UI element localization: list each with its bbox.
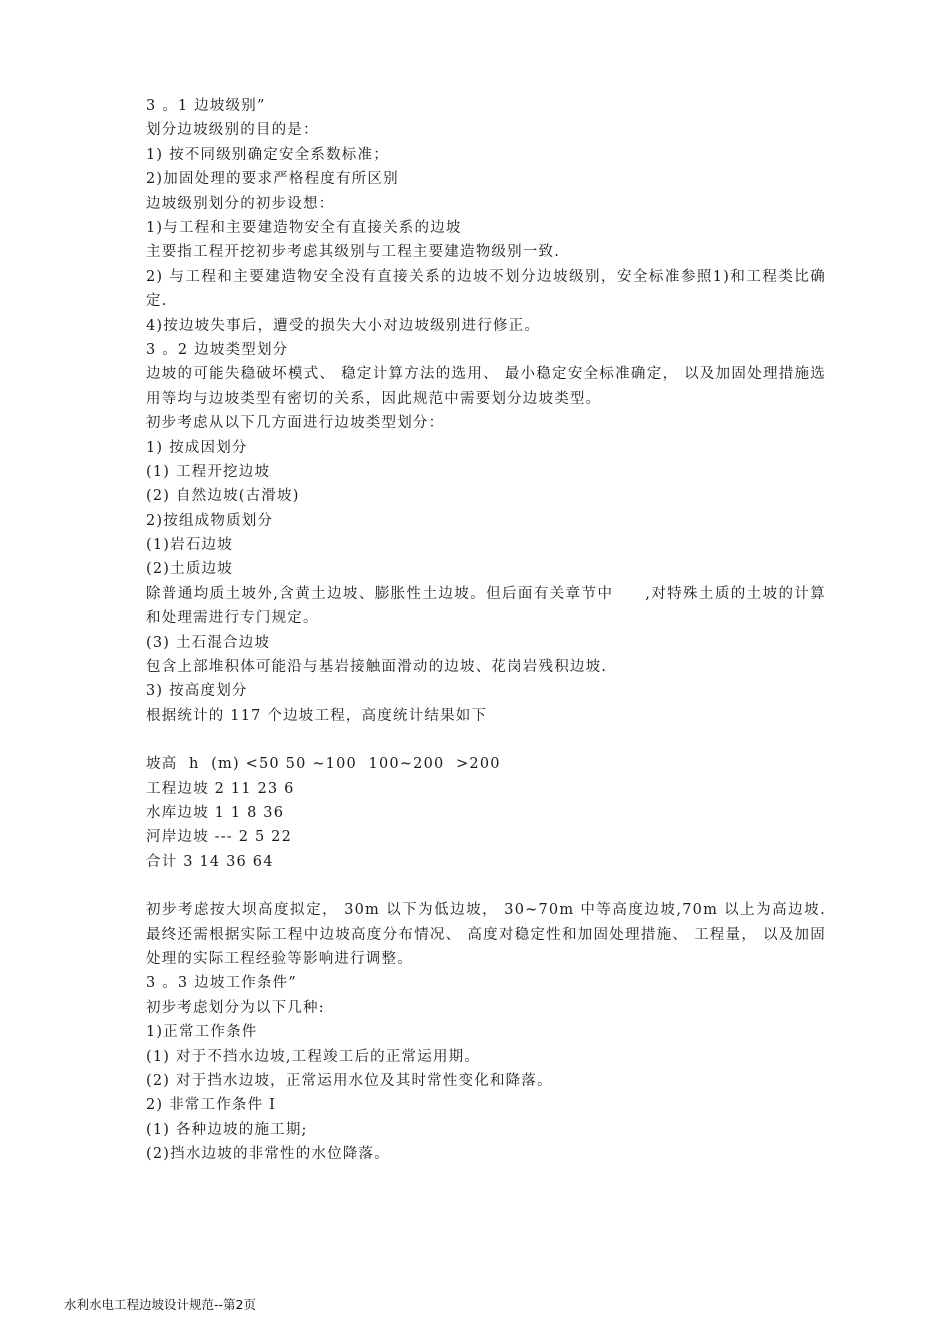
paragraph: 除普通均质土坡外,含黄土边坡、膨胀性土边坡。但后面有关章节中 ,对特殊土质的土坡的计算和处理需进行专门规定。: [146, 585, 826, 627]
list-item: 2)按组成物质划分: [146, 512, 274, 529]
list-item: (1)岩石边坡: [146, 537, 233, 554]
paragraph: 初步考虑按大坝高度拟定， 30m 以下为低边坡， 30~70m 中等高度边坡,70m 以上为高边坡.最终还需根据实际工程中边坡高度分布情况、 高度对稳定性和加固处理措施、 工程量， 以及加固处理的实际工程经验等影响进行调整。: [146, 902, 826, 968]
list-item: (2)挡水边坡的非常性的水位降落。: [146, 1146, 390, 1163]
page-footer: 水利水电工程边坡设计规范--第2页: [64, 1297, 256, 1312]
list-item: (2)土质边坡: [146, 561, 233, 578]
list-item: (1) 对于不挡水边坡,工程竣工后的正常运用期。: [146, 1048, 481, 1065]
paragraph: 边坡级别划分的初步设想：: [146, 195, 335, 212]
paragraph: 包含上部堆积体可能沿与基岩接触面滑动的边坡、花岗岩残积边坡.: [146, 659, 608, 676]
table-row: 水库边坡 1 1 8 36: [146, 805, 285, 822]
list-item: 4)按边坡失事后，遭受的损失大小对边坡级别进行修正。: [146, 317, 541, 334]
table-row: 合计 3 14 36 64: [146, 853, 274, 870]
section-3-2-heading: 3 。2 边坡类型划分: [146, 341, 289, 358]
paragraph: 划分边坡级别的目的是：: [146, 122, 319, 139]
list-item: (2) 自然边坡(古滑坡): [146, 488, 300, 505]
list-item: 3) 按高度划分: [146, 683, 248, 700]
list-item: (1) 各种边坡的施工期;: [146, 1121, 308, 1138]
list-item: 2) 与工程和主要建造物安全没有直接关系的边坡不划分边坡级别，安全标准参照1)和工程类比确定.: [146, 268, 826, 310]
paragraph: 边坡的可能失稳破坏模式、 稳定计算方法的选用、 最小稳定安全标准确定， 以及加固处理措施选用等均与边坡类型有密切的关系，因此规范中需要划分边坡类型。: [146, 366, 826, 407]
list-item: 1)正常工作条件: [146, 1024, 258, 1041]
document-page: [146, 94, 826, 1167]
list-item: 2) 非常工作条件 I: [146, 1097, 277, 1114]
list-item: 2)加固处理的要求严格程度有所区别: [146, 171, 399, 188]
spacer: [146, 874, 826, 898]
spacer: [146, 728, 826, 752]
list-item: 1) 按成因划分: [146, 439, 248, 456]
table-row: 工程边坡 2 11 23 6: [146, 780, 295, 797]
paragraph: 根据统计的 117 个边坡工程，高度统计结果如下: [146, 707, 488, 724]
paragraph: 主要指工程开挖初步考虑其级别与工程主要建造物级别一致.: [146, 244, 561, 261]
list-item: 1) 按不同级别确定安全系数标准；: [146, 146, 389, 163]
section-3-1-heading: 3 。1 边坡级别”: [146, 98, 266, 114]
list-item: 1)与工程和主要建造物安全有直接关系的边坡: [146, 219, 462, 236]
section-3-3-heading: 3 。3 边坡工作条件”: [146, 975, 297, 992]
list-item: (1) 工程开挖边坡: [146, 463, 271, 480]
paragraph: 初步考虑从以下几方面进行边坡类型划分：: [146, 415, 445, 432]
table-header: 坡高 h (m) <50 50 ~100 100~200 >200: [146, 756, 501, 773]
table-row: 河岸边坡 --- 2 5 22: [146, 829, 293, 846]
list-item: (3) 土石混合边坡: [146, 634, 271, 651]
list-item: (2) 对于挡水边坡，正常运用水位及其时常性变化和降落。: [146, 1072, 553, 1089]
paragraph: 初步考虑划分为以下几种:: [146, 999, 325, 1016]
